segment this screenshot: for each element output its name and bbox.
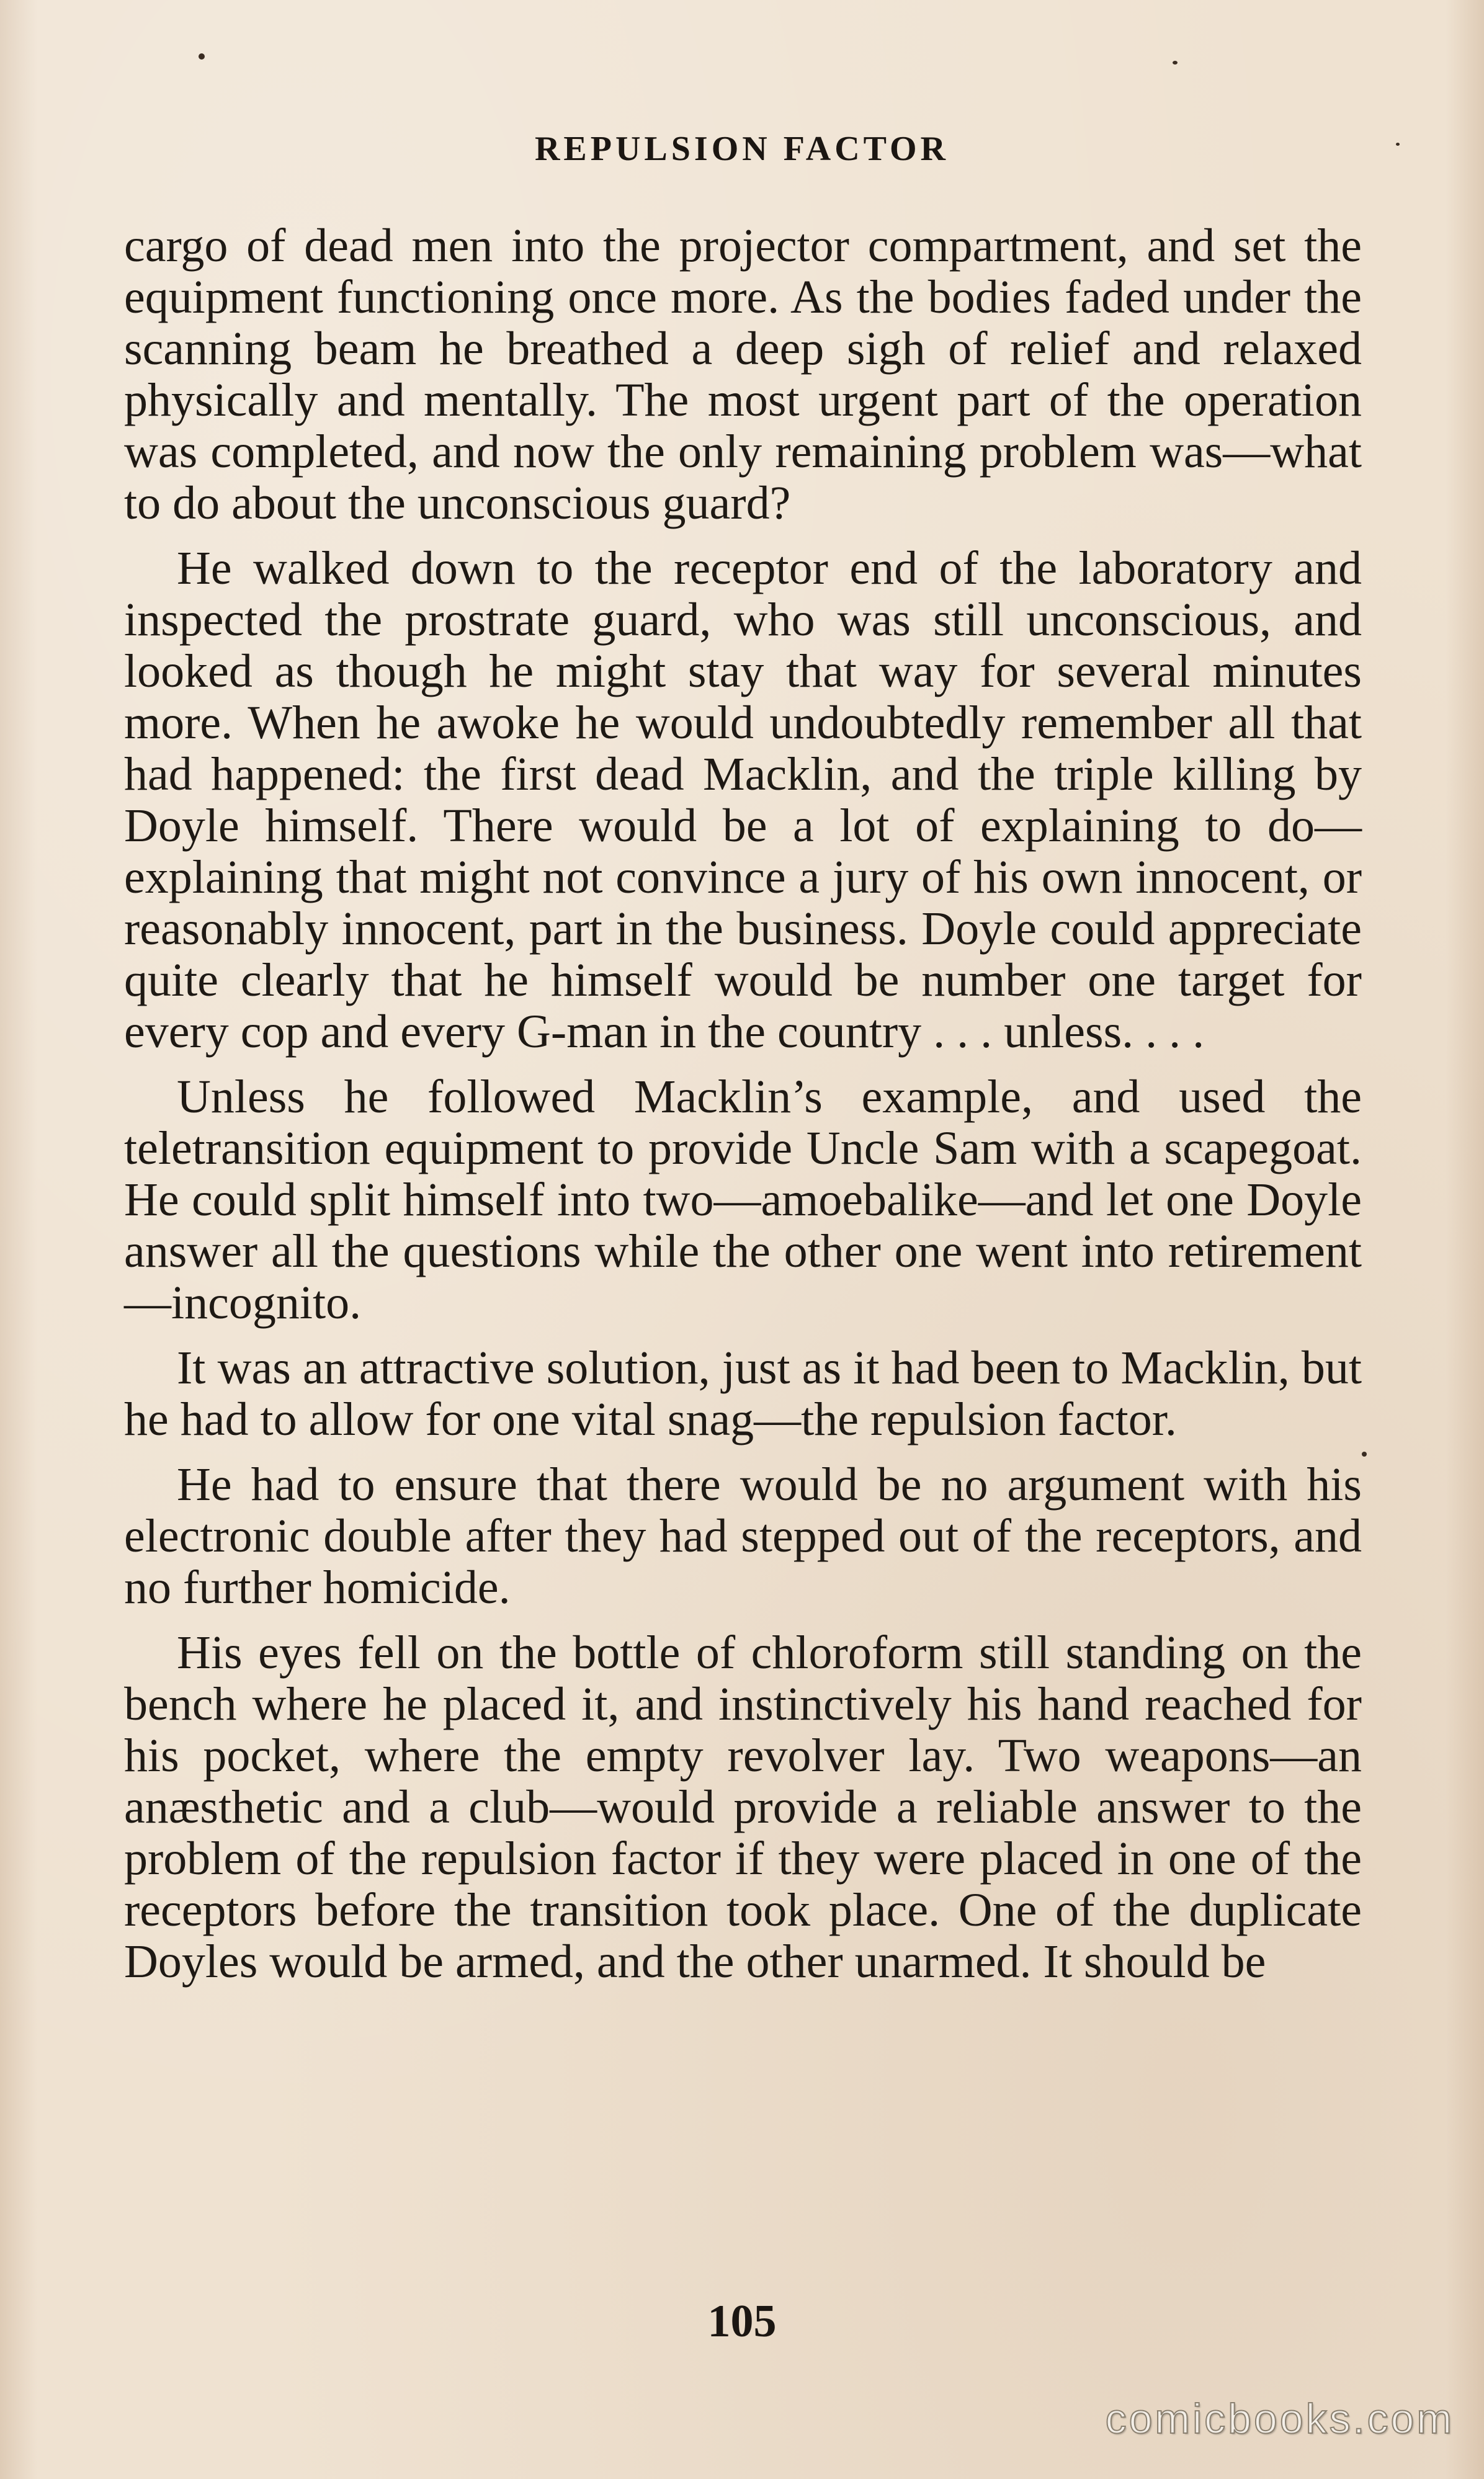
paper-speck bbox=[1173, 61, 1178, 65]
paragraph: He walked down to the receptor end of the laboratory and inspected the prostrate guard, who was still unconscious, and looked as though he might stay that way for several minutes more. When he awoke he would undoubtedly remember all that had happened: the first dead Macklin, and the triple killing by Doyle himself. There would be a lot of explaining to do—explaining that might not convince a jury of his own innocent, or reasonably innocent, part in the business. Doyle could appreciate quite clearly that he himself would be number one target for every cop and every G-man in the country . . . unless. . . . bbox=[124, 542, 1362, 1058]
paragraph: Unless he followed Macklin’s example, and used the teletransition equipment to provide Uncle Sam with a scapegoat. He could split himself into two—amoebalike—and let one Doyle answer all the questions while the other one went into retirement—incognito. bbox=[124, 1071, 1362, 1329]
paragraph: He had to ensure that there would be no argument with his electronic double after they had stepped out of the receptors, and no further homicide. bbox=[124, 1458, 1362, 1614]
paper-speck bbox=[1362, 1452, 1367, 1457]
paragraph: His eyes fell on the bottle of chloroform still standing on the bench where he placed it, and instinctively his hand reached for his pocket, where the empty revolver lay. Two weapons—an anæsthetic and a club—would provide a reliable answer to the problem of the repulsion factor if they were placed in one of the receptors before the transition took place. One of the duplicate Doyles would be armed, and the other unarmed. It should be bbox=[124, 1627, 1362, 1988]
paper-speck bbox=[199, 53, 205, 60]
paragraph: cargo of dead men into the projector compartment, and set the equipment functioning once more. As the bodies faded under the scanning beam he breathed a deep sigh of relief and relaxed physically and mentally. The most urgent part of the operation was completed, and now the only remaining problem was—what to do about the unconscious guard? bbox=[124, 220, 1362, 529]
paragraph: It was an attractive solution, just as it had been to Macklin, but he had to allow for one vital snag—the repulsion factor. bbox=[124, 1342, 1362, 1445]
page-number: 105 bbox=[707, 2296, 777, 2347]
running-head: REPULSION FACTOR bbox=[534, 130, 949, 168]
watermark-logo: comicbooks.com bbox=[1105, 2395, 1454, 2442]
body-text bbox=[124, 220, 1362, 1988]
